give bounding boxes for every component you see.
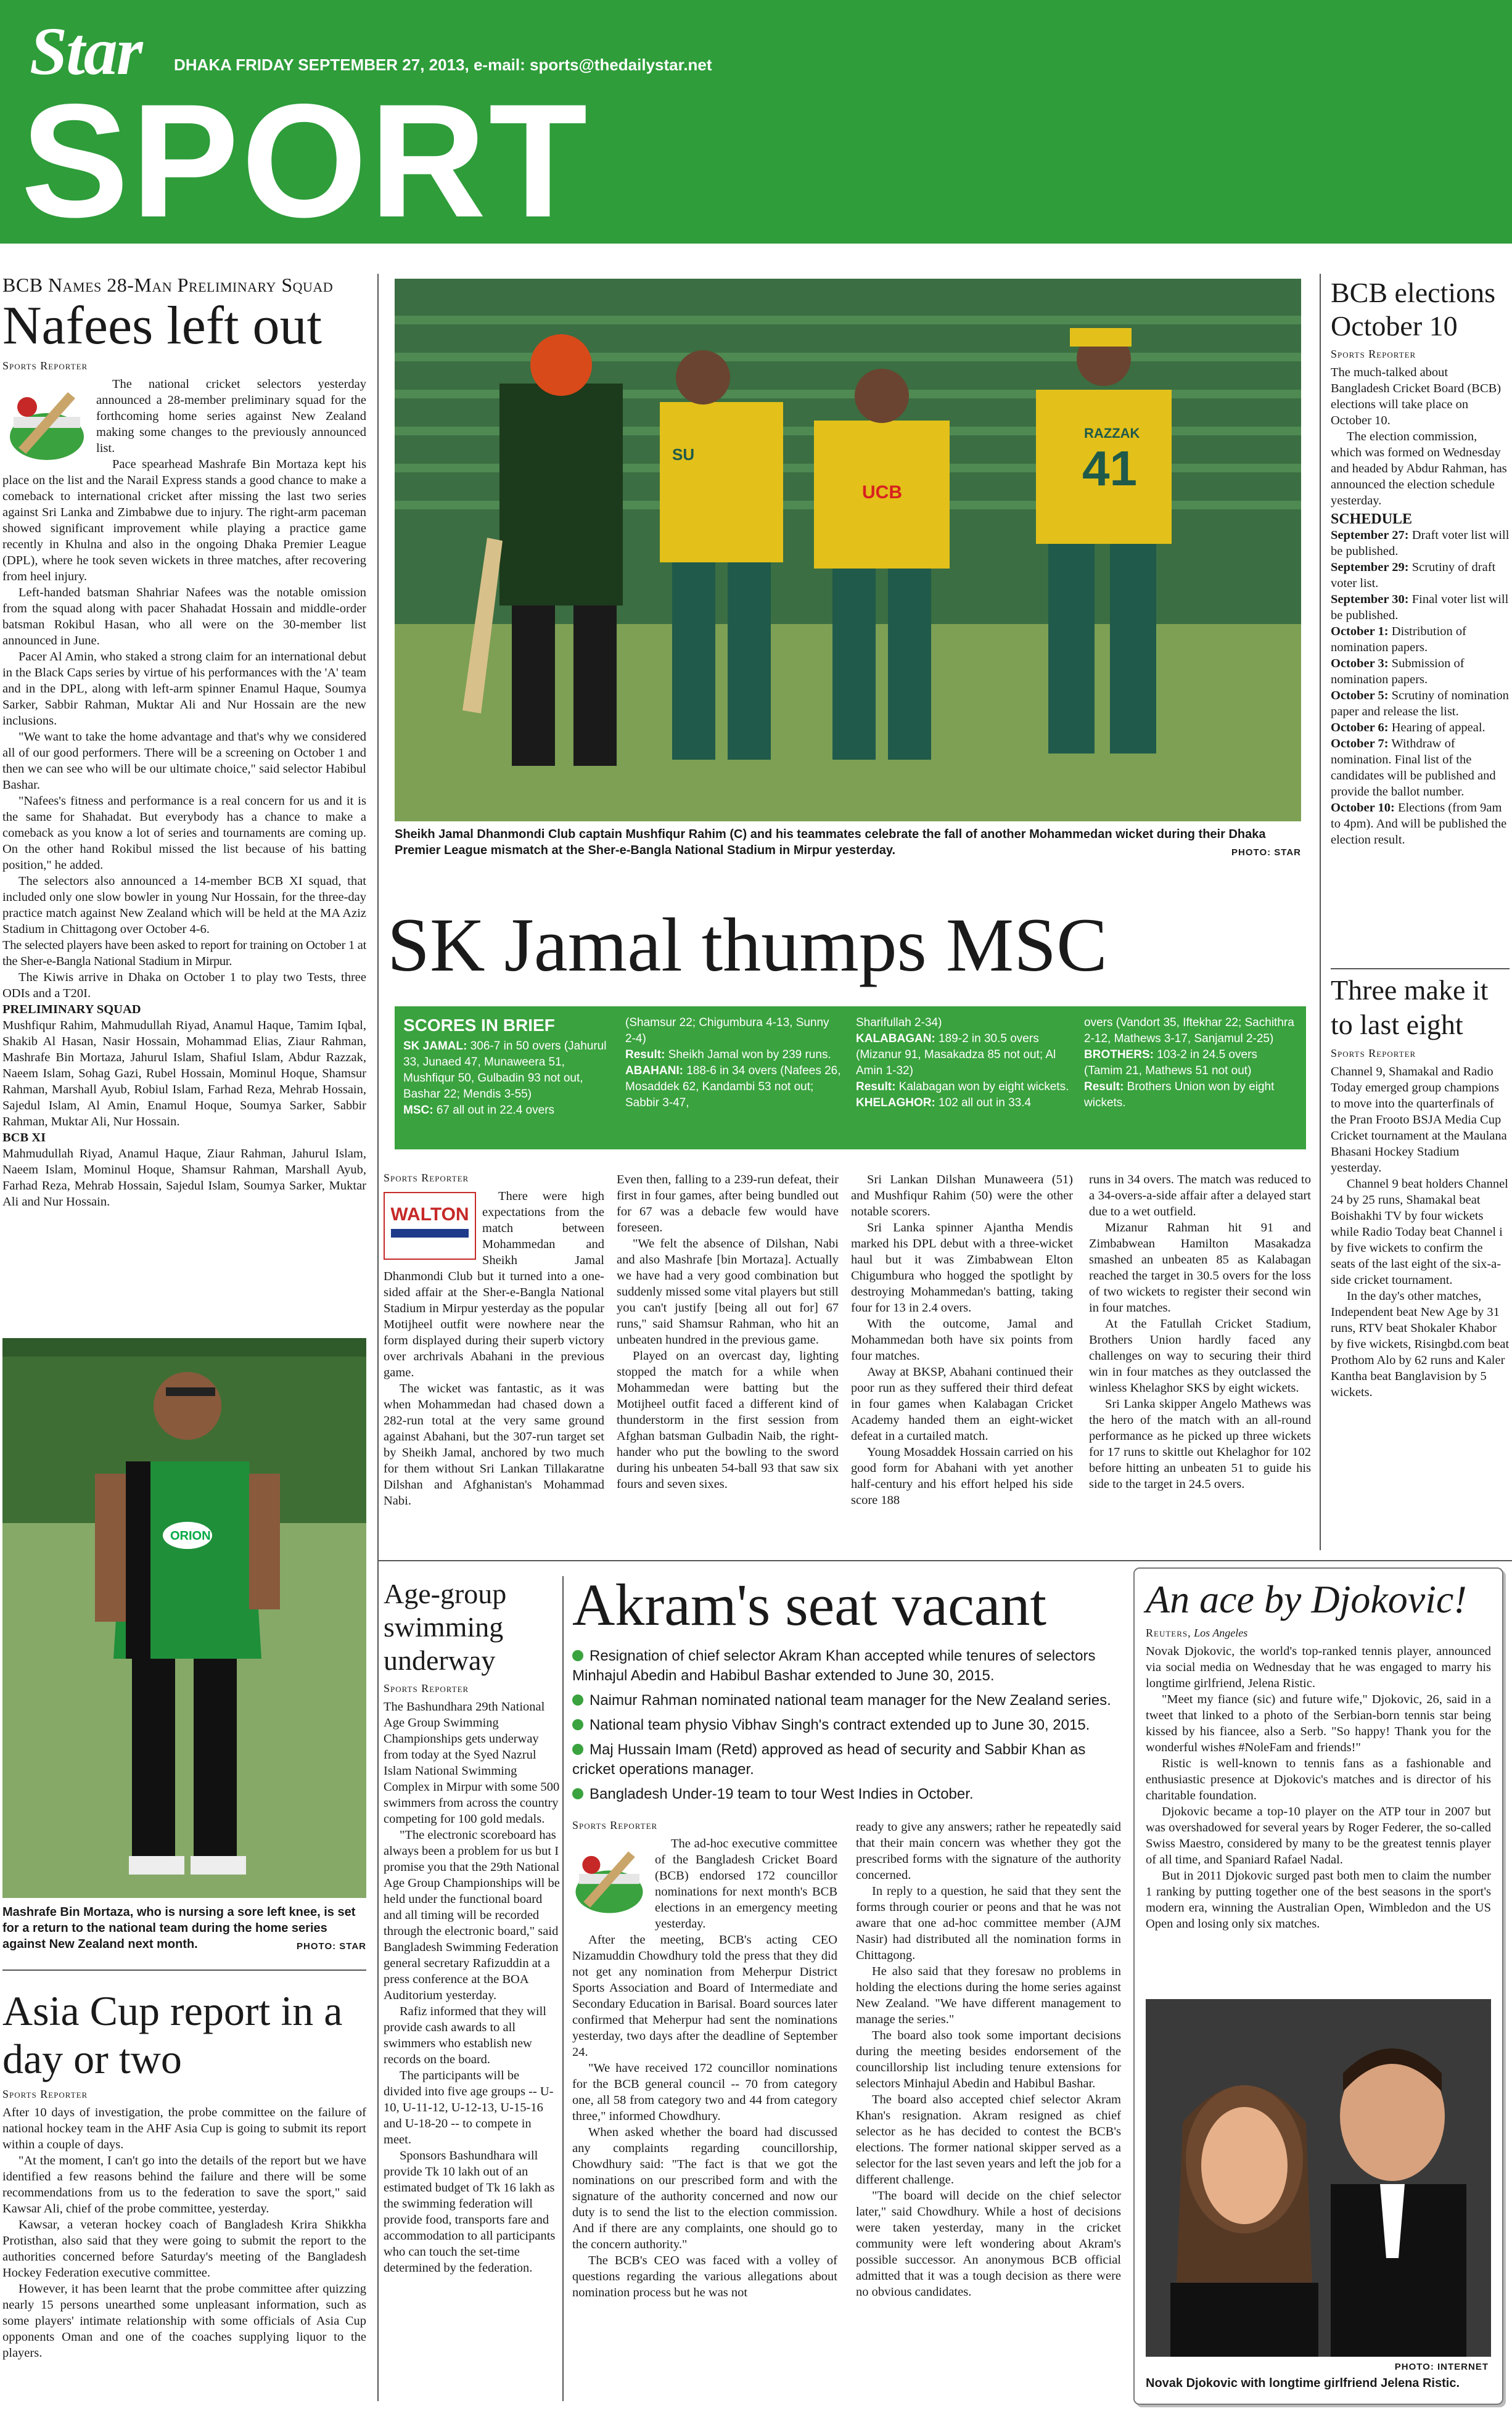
schedule-item <box>1331 800 1510 848</box>
nafees-para: Left-handed batsman Shahriar Nafees was the notable omission from the squad along with pacer Shahadat Hossain and middle-order batsman Rokibul Hasan, who all were on the 30-member list announced in June. <box>2 586 366 648</box>
schedule-item <box>1331 623 1510 655</box>
masthead <box>0 0 1512 251</box>
rule-swim <box>562 1576 564 2401</box>
nafees-body <box>2 376 366 1210</box>
bcb-elections-body <box>1331 364 1510 848</box>
swimming-para: Rafiz informed that they will provide cash awards to all swimmers who establish new records on the board. <box>384 2005 546 2066</box>
schedule-text: Hearing of appeal. <box>1388 721 1485 734</box>
cricket-logo-icon <box>6 380 88 466</box>
mashrafe-credit: PHOTO: STAR <box>297 1941 366 1952</box>
skjamal-byline: Sports Reporter <box>384 1172 469 1184</box>
rule-left-asia <box>2 1969 366 1971</box>
nafees-para: The Kiwis arrive in Dhaka on October 1 to play two Tests, three ODIs and a T20I. <box>2 971 366 1001</box>
score-team: KHELAGHOR: <box>856 1096 935 1109</box>
djokovic-para: But in 2011 Djokovic surged past both men to claim the number 1 ranking by putting together one of the best seasons in the sport's modern era, winning the Australian Open, Wimbledon and the US Open and losing only six matches. <box>1146 1869 1491 1931</box>
mashrafe-photo-art <box>2 1338 366 1898</box>
score-line <box>856 1015 1072 1031</box>
akram-bullet-text: Bangladesh Under-19 team to tour West Indies in October. <box>590 1786 974 1802</box>
skjamal-para: Young Mosaddek Hossain carried on his good form for Abahani with yet another half-century and his effort helped his side score 188 <box>851 1445 1073 1507</box>
score-text: (Shamsur 22; Chigumbura 4-13, Sunny 2-4) <box>625 1016 829 1045</box>
score-team: Result: <box>856 1080 896 1093</box>
masthead-logo: Star <box>30 14 142 89</box>
score-text: 67 all out in 22.4 overs <box>433 1104 555 1117</box>
asia-cup-para: After 10 days of investigation, the probe committee on the failure of national hockey team in the AHF Asia Cup is going to submit its report within a couple of days. <box>2 2106 366 2151</box>
score-text: 102 all out in 33.4 <box>935 1096 1032 1109</box>
asia-cup-body <box>2 2105 366 2361</box>
bullet-icon <box>572 1788 583 1799</box>
schedule-text: Elections (from 9am to 4pm). And will be published the election result. <box>1331 801 1507 847</box>
nafees-byline: Sports Reporter <box>2 359 88 372</box>
akram-col-2 <box>856 1819 1121 2300</box>
djokovic-para: "Meet my fiance (sic) and future wife," Djokovic, 26, said in a tweet that linked to a photo of the Serbian-born tennis star being kissed by his fiancee, also a Serb. "So happy! Thank you for the wonderful wishes #NoleFam and friends!" <box>1146 1693 1491 1754</box>
main-photo-credit: PHOTO: STAR <box>1231 847 1301 858</box>
akram-para: "We have received 172 councillor nominations for the BCB general council -- 70 from category one, all 58 from category two and 44 from category three," informed Chowdhury. <box>572 2061 837 2123</box>
bullet-icon <box>572 1719 583 1730</box>
skjamal-para: Sri Lanka skipper Angelo Mathews was the hero of the match with an all-round performance as he picked up three wickets for 17 runs to skittle out Khelaghor for 102 before hitting an unbeaten 51 to guide his side to the target in 24.5 overs. <box>1089 1397 1311 1491</box>
djokovic-photo-art <box>1146 1999 1491 2357</box>
skjamal-para: With the outcome, Jamal and Mohammedan both have six points from four matches. <box>851 1317 1073 1363</box>
bcb-elections-byline: Sports Reporter <box>1331 348 1416 360</box>
score-team: Result: <box>1084 1080 1124 1093</box>
score-text: 306-7 in 50 overs (Jahurul 33, Junaed 47, Munaweera 51, Mushfiqur 50, Gulbadin 93 not out, Bashar 22; Mendis 3-55) <box>403 1040 607 1101</box>
djokovic-para: Djokovic became a top-10 player on the ATP tour in 2007 but was overshadowed for several years by Roger Federer, the so-called Swiss Maestro, considered by many to be the greatest tennis player of all time, and Spaniard Rafael Nadal. <box>1146 1805 1491 1867</box>
schedule-date: September 30: <box>1331 593 1409 606</box>
asia-cup-article <box>2 1987 366 2361</box>
score-line <box>625 1015 841 1047</box>
swimming-para: Sponsors Bashundhara will provide Tk 10 lakh out of an estimated budget of Tk 16 lakh as the swimming federation will provide food, transports fare and accommodation to all participants who can touch the set-time determined by the federation. <box>384 2149 556 2275</box>
score-line <box>625 1047 841 1063</box>
score-team: ABAHANI: <box>625 1064 683 1077</box>
main-photo <box>395 279 1301 821</box>
scores-col-4 <box>1084 1015 1297 1111</box>
skjamal-col-2 <box>617 1172 839 1492</box>
jersey-razzak: RAZZAK <box>1084 425 1140 441</box>
xi-list: Mahmudullah Riyad, Anamul Haque, Ziaur Rahman, Jahurul Islam, Naeem Islam, Mominul Hoque, Shamsur Rahman, Marshall Ayub, Farhad Reza, Mehrab Hossain, Sajedul Islam, Soumya Sarker, Muktar Ali and Nur Hossain. <box>2 1147 366 1209</box>
skjamal-para: At the Fatullah Cricket Stadium, Brothers Union hardly faced any challenges on way to securing their third win in four matches as they outclassed the winless Khelaghor SKS by eight wickets. <box>1089 1317 1311 1395</box>
akram-bullet <box>572 1646 1125 1686</box>
three-make-para: In the day's other matches, Independent beat New Age by 31 runs, RTV beat Shokaler Khabor by five wickets, Risingbd.com beat Prothom Alo by 62 runs and Kaler Kantha beat Banglavision by 5 wickets. <box>1331 1289 1510 1399</box>
walton-logo-text: WALTON <box>390 1204 469 1225</box>
score-line <box>1084 1079 1297 1111</box>
schedule-date: October 6: <box>1331 721 1389 734</box>
score-team: KALABAGAN: <box>856 1032 935 1045</box>
asia-cup-byline: Sports Reporter <box>2 2088 88 2100</box>
djokovic-caption: Novak Djokovic with longtime girlfriend Jelena Ristic. <box>1146 2376 1460 2390</box>
score-line <box>856 1079 1072 1095</box>
akram-headline: Akram's seat vacant <box>572 1572 1046 1638</box>
score-team: Result: <box>625 1048 665 1061</box>
score-team: MSC: <box>403 1104 433 1117</box>
asia-cup-headline: Asia Cup report in a day or two <box>2 1987 343 2082</box>
schedule-item <box>1331 655 1510 688</box>
nafees-para: "We want to take the home advantage and that's why we considered all of our good performers. There will be a screening on October 1 and then we can see who will be our ultimate choice," said selector Habibul Bashar. <box>2 730 366 792</box>
mashrafe-caption <box>2 1904 366 1955</box>
asia-cup-para: However, it has been learnt that the probe committee after quizzing nearly 15 persons unearthed some unpleasant information, such as some players' intimate relationship with some officials of Asia Cup opponents Oman and one of the coaches supplying liquor to the players. <box>2 2282 366 2360</box>
score-line <box>856 1095 1072 1111</box>
skjamal-para: Even then, falling to a 239-run defeat, their first in four games, after being bundled out for 67 was a debacle few would have foreseen. <box>617 1173 839 1234</box>
djokovic-photo <box>1146 1999 1491 2357</box>
skjamal-headline: SK Jamal thumps MSC <box>387 903 1107 987</box>
schedule-text: Scrutiny of draft voter list. <box>1331 561 1496 590</box>
djokovic-para: Novak Djokovic, the world's top-ranked tennis player, announced via social media on Wednesday that he was engaged to marry his longtime girlfriend, Jelena Ristic. <box>1146 1645 1491 1690</box>
skjamal-para: There were high expectations from the match between Mohammedan and Sheikh Jamal Dhanmondi Club but it turned into a one-sided affair at the Sher-e-Bangla National Stadium in Mirpur yesterday as the popular Motijheel outfit were nowhere near the form displayed during their superb victory over archrivals Abahani in the previous game. <box>384 1189 604 1379</box>
score-text: Brothers Union won by eight wickets. <box>1084 1080 1275 1109</box>
jersey-razzak-num: 41 <box>1082 441 1137 496</box>
bullet-icon <box>572 1650 583 1661</box>
scores-col-2 <box>625 1015 841 1111</box>
rule-col1 <box>377 274 379 2401</box>
akram-col-1-body <box>572 1836 837 2301</box>
skjamal-para: Mizanur Rahman hit 91 and Zimbabwean Hamilton Masakadza smashed an unbeaten 85 as Kalabagan reached the target in 30.5 overs for the loss of two wickets to register their second win in four matches. <box>1089 1221 1311 1315</box>
schedule-item <box>1331 736 1510 800</box>
schedule-date: October 1: <box>1331 625 1389 638</box>
akram-para: He also said that they foresaw no problems in holding the elections during the home series against New Zealand. "We have different management to manage the series." <box>856 1965 1121 2026</box>
three-make-para: Channel 9 beat holders Channel 24 by 25 runs, Shamakal beat Boishakhi TV by four wickets while Radio Today beat Channel i by five wickets to confirm the seats of the last eight of the six-a-side cricket tournament. <box>1331 1177 1508 1287</box>
djokovic-para: Ristic is well-known to tennis fans as a fashionable and enthusiastic presence at Djokovic's matches and is director of his charitable foundation. <box>1146 1757 1491 1802</box>
score-team: SK JAMAL: <box>403 1040 467 1053</box>
akram-bullet <box>572 1740 1125 1780</box>
masthead-section: SPORT <box>21 70 590 251</box>
djokovic-headline: An ace by Djokovic! <box>1146 1577 1467 1621</box>
swimming-article <box>384 1577 560 2276</box>
schedule-text: Distribution of nomination papers. <box>1331 625 1466 654</box>
score-line <box>403 1038 619 1103</box>
djokovic-byline-loc: Los Angeles <box>1194 1627 1248 1639</box>
swimming-para: The Bashundhara 29th National Age Group Swimming Championships gets underway from today at the Syed Nazrul Islam National Swimming Complex in Mirpur with some 500 swimmers from across the country competing for 100 gold medals. <box>384 1700 560 1826</box>
akram-para: The board also accepted chief selector Akram Khan's resignation. Akram resigned as chief selector as he has decided to contest the BCB's elections. The former national skipper served as a selector for the last seven years and left the job for a different challenge. <box>856 2093 1121 2187</box>
skjamal-col-1 <box>384 1172 604 1509</box>
main-photo-caption-text: Sheikh Jamal Dhanmondi Club captain Mushfiqur Rahim (C) and his teammates celebrate the fall of another Mohammedan wicket during their Dhaka Premier League mismatch at the Sher-e-Bangla National Stadium in Mirpur yesterday. <box>395 828 1266 857</box>
rule-right-three <box>1331 968 1510 969</box>
three-make-para: Channel 9, Shamakal and Radio Today emerged group champions to move into the quarterfinals of the Pran Frooto BSJA Media Cup Cricket tournament at the Maulana Bhasani Hockey Stadium yesterday. <box>1331 1065 1507 1175</box>
akram-para: The ad-hoc executive committee of the Bangladesh Cricket Board (BCB) endorsed 172 councillor nominations for next month's BCB elections in an emergency meeting yesterday. <box>655 1837 837 1931</box>
swimming-byline: Sports Reporter <box>384 1682 469 1694</box>
akram-para: The board also took some important decisions during the meeting besides endorsement of the councillorship list including tenure extensions for selectors Minhajul Abedin and Habibul Bashar. <box>856 2029 1121 2090</box>
scores-box <box>395 1006 1306 1149</box>
mashrafe-shirt-text: ORION <box>170 1529 211 1543</box>
akram-para: "The board will decide on the chief selector later," said Chowdhury. While a host of decisions were taken yesterday, many in the cricket community were left wondering about Akram's possible successor. An anonymous BCB official admitted that it was a tough decision as there were no obvious candidates. <box>856 2189 1121 2299</box>
score-text: Sheikh Jamal won by 239 runs. <box>665 1048 831 1061</box>
djokovic-byline <box>1146 1627 1491 1640</box>
skjamal-para: Played on an overcast day, lighting stopped the match for a while when Mohammedan were batting but the Motijheel outfit faced a different kind of thunderstorm in the first session from Afghan batsman Gulbadin Naib, the right-hander who put the bowling to the sword during his unbeaten 54-ball 93 that saw six fours and seven sixes. <box>617 1349 839 1491</box>
schedule-item <box>1331 688 1510 720</box>
nafees-para: Pacer Al Amin, who staked a strong claim for an international debut in the Black Caps series by virtue of his performances with the 'A' team and in the DPL, along with left-arm spinner Enamul Haque, Soumya Sarker, Sabbir Rahman, Muktar Ali and Nur Hossain are the new inclusions. <box>2 650 366 728</box>
score-text: Sharifullah 2-34) <box>856 1016 942 1029</box>
score-team: BROTHERS: <box>1084 1048 1154 1061</box>
jersey-ucb: UCB <box>862 482 902 503</box>
djokovic-box <box>1133 1567 1503 2405</box>
schedule-date: September 27: <box>1331 528 1409 542</box>
score-line <box>403 1103 619 1119</box>
skjamal-para: The wicket was fantastic, as it was when Mohammedan had chased down a 282-run total at the very same ground against Abahani, but the 307-run target set by Sheikh Jamal, anchored by two much for them without Sri Lankan Tillakaratne Dilshan and Afghanistan's Mohammad Nabi. <box>384 1382 604 1508</box>
xi-title: BCB XI <box>2 1131 46 1145</box>
nafees-kicker: BCB Names 28-Man Preliminary Squad <box>2 274 334 296</box>
bcb-elections-para: The much-talked about Bangladesh Cricket Board (BCB) elections will take place on October 10. <box>1331 366 1502 427</box>
schedule-text: Scrutiny of nomination paper and release the list. <box>1331 689 1509 718</box>
walton-logo <box>384 1192 476 1260</box>
schedule-item <box>1331 720 1510 736</box>
akram-para: After the meeting, BCB's acting CEO Nizamuddin Chowdhury told the press that they did not get any nomination from Meherpur District Sports Association and Board of Intermediate and Secondary Education in Barisal. Board sources later confirmed that Meherpur had sent the nominations yesterday, two days after the deadline of September 24. <box>572 1933 837 2059</box>
akram-bullet-text: Resignation of chief selector Akram Khan accepted while tenures of selectors Minhajul Abedin and Habibul Bashar extended to June 30, 2015. <box>572 1648 1096 1684</box>
skjamal-para: Sri Lankan Dilshan Munaweera (51) and Mushfiqur Rahim (50) were the other notable scorers. <box>851 1173 1073 1218</box>
asia-cup-para: "At the moment, I can't go into the details of the report but we have identified a few reasons behind the failure and there will be some recommendations from us to the federation to save the sport," said Kawsar Ali, chief of the probe committee, yesterday. <box>2 2154 366 2216</box>
skjamal-para: Sri Lanka spinner Ajantha Mendis marked his DPL debut with a three-wicket haul but it was Zimbabwean Elton Chigumbura who hogged the spotlight by destroying Mohammedan's batting, taking four for 13 in 2.4 overs. <box>851 1221 1073 1315</box>
rule-mid-lower <box>377 1560 1512 1561</box>
bullet-icon <box>572 1694 583 1706</box>
schedule-text: Draft voter list will be published. <box>1331 528 1510 558</box>
schedule-date: October 5: <box>1331 689 1389 702</box>
nafees-para: The selectors also announced a 14-member BCB XI squad, that included only one slow bowler in young Nur Hossain, for the three-day practice match against New Zealand which will be held at the MA Aziz Stadium in Chittagong over October 4-6. <box>2 874 366 937</box>
schedule-text: Submission of nomination papers. <box>1331 657 1465 686</box>
score-text: 188-6 in 34 overs (Nafees 26, Mosaddek 62, Kandambi 53 not out; Sabbir 3-47, <box>625 1064 841 1109</box>
skjamal-col-1-body <box>384 1188 604 1509</box>
akram-bullet-text: National team physio Vibhav Singh's contract extended up to June 30, 2015. <box>590 1717 1090 1733</box>
schedule-text: Final voter list will be published. <box>1331 593 1509 622</box>
akram-byline: Sports Reporter <box>572 1819 658 1831</box>
schedule-item <box>1331 591 1510 623</box>
three-make <box>1331 973 1510 1400</box>
jersey-su: SU <box>672 445 695 464</box>
score-text: 189-2 in 30.5 overs (Mizanur 91, Masakadza 85 not out; Al Amin 1-32) <box>856 1032 1056 1077</box>
nafees-para: "Nafees's fitness and performance is a real concern for us and it is the same for Shahadat. But everybody has a chance to make a comeback as you know a lot of series and tournaments are coming up. On the other hand Rokibul missed the list because of his batting position," he added. <box>2 794 366 873</box>
asia-cup-para: Kawsar, a veteran hockey coach of Bangladesh Krira Shikkha Protisthan, also said that they were going to submit the report to the authorities concerned before Saturday's meeting of the Bangladesh Hockey Federation executive committee. <box>2 2218 366 2280</box>
schedule-title: SCHEDULE <box>1331 511 1413 527</box>
bcb-elections <box>1331 276 1510 848</box>
swimming-para: "The electronic scoreboard has always been a problem for us but I promise you that the 29th National Age Group Championships will be held under the functional board and all timing will be recorded through the electronic board," said Bangladesh Swimming Federation general secretary Rafizuddin at a press conference at the BOA Auditorium yesterday. <box>384 1828 560 2002</box>
schedule-date: September 29: <box>1331 561 1409 574</box>
akram-bullet <box>572 1691 1125 1711</box>
djokovic-body <box>1146 1643 1491 1932</box>
cricket-logo-icon <box>572 1839 646 1920</box>
score-line <box>856 1031 1072 1079</box>
score-line <box>1084 1047 1297 1079</box>
scores-title: SCORES IN BRIEF <box>403 1016 555 1035</box>
mashrafe-caption-text: Mashrafe Bin Mortaza, who is nursing a sore left knee, is set for a return to the national team during the home series against New Zealand next month. <box>2 1905 356 1951</box>
score-text: 103-2 in 24.5 overs (Tamim 21, Mathews 51 not out) <box>1084 1048 1257 1077</box>
swimming-headline: Age-group swimming underway <box>384 1578 507 1676</box>
bcb-elections-headline: BCB elections October 10 <box>1331 277 1496 342</box>
walton-bar <box>391 1229 469 1238</box>
score-text: overs (Vandort 35, Iftekhar 22; Sachithra 2-12, Mathews 3-17, Sanjamul 2-25) <box>1084 1016 1294 1045</box>
akram-bullet <box>572 1785 1125 1804</box>
skjamal-para: runs in 34 overs. The match was reduced to a 34-overs-a-side affair after a delayed start due to a wet outfield. <box>1089 1173 1311 1218</box>
akram-bullets <box>572 1646 1125 1804</box>
rule-col-right <box>1320 274 1321 1550</box>
schedule-item <box>1331 527 1510 559</box>
score-text: Kalabagan won by eight wickets. <box>895 1080 1069 1093</box>
squad-title: PRELIMINARY SQUAD <box>2 1003 141 1017</box>
akram-article <box>572 1571 1125 1809</box>
bcb-elections-para: The election commission, which was formed on Wednesday and headed by Abdur Rahman, has announced the election schedule yesterday. <box>1331 430 1507 507</box>
nafees-para: The national cricket selectors yesterday announced a 28-member preliminary squad for the forthcoming home series against New Zealand making some changes to the previously announced list. <box>96 377 366 456</box>
nafees-article <box>2 274 366 1210</box>
akram-para: ready to give any answers; rather he repeatedly said that their main concern was whether they got the prescribed forms with the signature of the authority concerned. <box>856 1820 1121 1882</box>
nafees-headline: Nafees left out <box>2 296 322 356</box>
schedule-date: October 10: <box>1331 801 1395 815</box>
score-line <box>1084 1015 1297 1047</box>
swimming-body <box>384 1699 560 2276</box>
schedule-text: Withdraw of nomination. Final list of the candidates will be published and provide the ballot number. <box>1331 737 1496 799</box>
skjamal-col-3 <box>851 1172 1073 1508</box>
schedule-date: October 3: <box>1331 657 1389 670</box>
mashrafe-photo <box>2 1338 366 1898</box>
main-photo-caption <box>395 826 1301 861</box>
skjamal-col-4 <box>1089 1172 1311 1492</box>
masthead-dateline: DHAKA FRIDAY SEPTEMBER 27, 2013, e-mail: sports@thedailystar.net <box>174 55 712 74</box>
skjamal-para: Away at BKSP, Abahani continued their poor run as they suffered their third defeat in four games when Kalabagan Cricket Academy handed them an eight-wicket defeat in a curtailed match. <box>851 1365 1073 1443</box>
three-make-body <box>1331 1064 1510 1400</box>
scores-col-1 <box>403 1015 619 1119</box>
schedule-date: October 7: <box>1331 737 1389 750</box>
schedule-item <box>1331 559 1510 591</box>
akram-bullet-text: Maj Hussain Imam (Retd) approved as head of security and Sabbir Khan as cricket operations manager. <box>572 1741 1086 1778</box>
akram-bullet-text: Naimur Rahman nominated national team manager for the New Zealand series. <box>590 1692 1111 1709</box>
three-make-byline: Sports Reporter <box>1331 1047 1416 1059</box>
squad-list: Mushfiqur Rahim, Mahmudullah Riyad, Anamul Haque, Tamim Iqbal, Shakib Al Hasan, Nasir Hossain, Mohammad Elias, Ziaur Rahman, Mashrafe Bin Mortaza, Jahurul Islam, Shafiul Islam, Abdur Razzak, Naeem Islam, Sohag Gazi, Rubel Hossain, Mominul Hoque, Shamsur Rahman, Marshall Ayub, Robiul Islam, Farhad Reza, Mehrab Hossain, Sajedul Islam, Al Amin, Enamul Hoque, Soumya Sarker, Sabbir Rahman, Muktar Ali, Nur Hossain. <box>2 1019 366 1129</box>
score-line <box>625 1063 841 1111</box>
akram-bullet <box>572 1715 1125 1735</box>
akram-para: When asked whether the board had discussed any complaints regarding councillorship, Chowdhury said: "The fact is that we got the nominations on our prescribed form and with the signature of the authority concerned and now our duty is to send the list to the election commission. And if there are any complaints, one should go to the concern authority." <box>572 2126 837 2251</box>
akram-para: The BCB's CEO was faced with a volley of questions regarding the various allegations about nomination process but he was not <box>572 2254 837 2299</box>
three-make-headline: Three make it to last eight <box>1331 974 1489 1040</box>
skjamal-para: "We felt the absence of Dilshan, Nabi and also Mashrafe [bin Mortaza]. Actually we have had a very good combination but suddenly missed some vital players but still you can't justify [being all out for] 67 runs," said Shamsur Rahman, who hit an unbeaten hundred in the previous game. <box>617 1237 839 1347</box>
djokovic-byline-agency: Reuters, <box>1146 1627 1191 1639</box>
bullet-icon <box>572 1744 583 1755</box>
nafees-para: The selected players have been asked to report for training on October 1 at the Sher-e-Bangla National Stadium in Mirpur. <box>2 939 366 969</box>
djokovic-credit: PHOTO: INTERNET <box>1394 2362 1489 2372</box>
swimming-para: The participants will be divided into five age groups -- U-10, U-11-12, U-12-13, U-15-16 and U-18-20 -- to compete in meet. <box>384 2069 554 2146</box>
scores-col-3 <box>856 1015 1072 1111</box>
main-photo-art <box>395 279 1301 821</box>
akram-para: In reply to a question, he said that they sent the forms through courier or peons and that he was not aware that one ad-hoc committee member (AJM Nasir) had distributed all the nomination forms in Chittagong. <box>856 1884 1121 1962</box>
nafees-para: Pace spearhead Mashrafe Bin Mortaza kept his place on the list and the Narail Express stands a good chance to make a comeback to international cricket after missing the last two series against Sri Lanka and Zimbabwe due to injury. The right-arm paceman showed significant improvement while playing a practice game recently in Khulna and also in the ongoing Dhaka Premier League (DPL), where he took seven wickets in three matches, after recovering from heel injury. <box>2 458 366 584</box>
akram-col-1 <box>572 1819 837 2301</box>
